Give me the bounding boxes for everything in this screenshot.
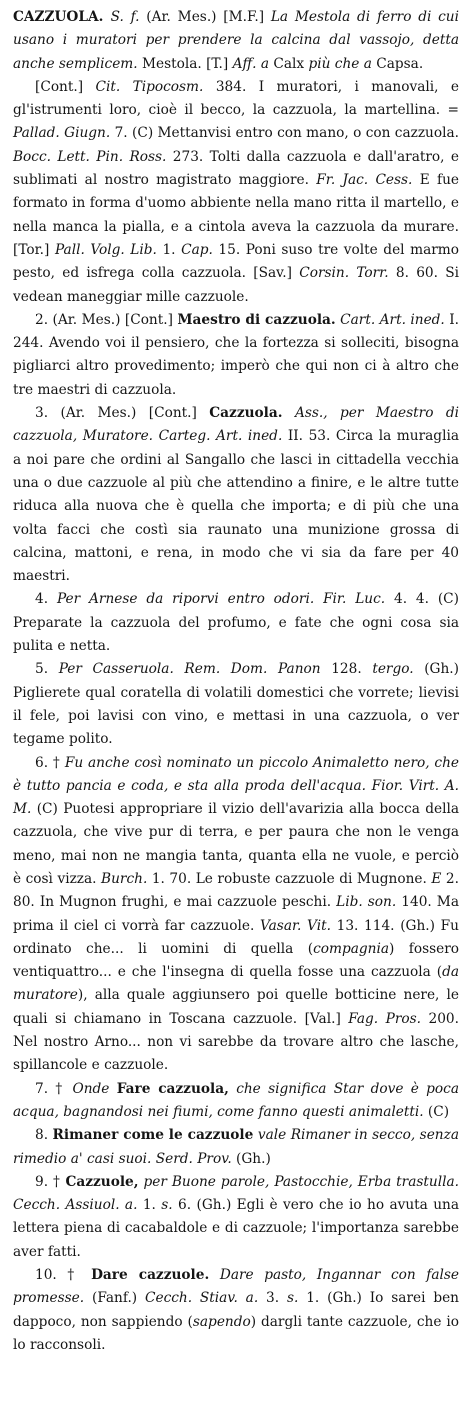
italic-phrase: Pallad. Giugn. [13,125,111,142]
text-run: 6. † [35,754,65,771]
text-run: E fue formato in forma d'uomo abbiente nella mano ritta il martello, e nella manca la pialla, e a cintola aveva la cazzuola da murare. [Tor.] [13,172,459,258]
italic-phrase: Burch. [101,870,148,887]
italic-phrase: Cart. Art. ined. [340,311,445,328]
italic-phrase: Lib. son. [336,894,397,911]
text-run: 384. I muratori, i manovali, e gl'istrumenti loro, cioè il becco, la cazzuola, la martellina. = [13,78,459,119]
text-run: 4. [35,591,57,608]
text-run: (Gh.) [231,1150,271,1167]
entry-headword-paragraph [13,6,459,76]
italic-phrase: vale Rimaner in secco, senza rimedio a' casi suoi. Serd. Prov. [13,1127,459,1167]
italic-phrase: per Buone parole, Pastocchie, Erba trastulla. Cecch. Assiuol. a. [13,1173,459,1214]
text-run: Mestola. [T.] [137,55,233,72]
bold-phrase: Fare cazzuola, [116,1080,229,1097]
entry-sense-paragraph [13,1124,459,1171]
text-run: 2. (Ar. Mes.) [Cont.] [35,311,178,328]
text-run: (C) [423,1103,450,1120]
text-run: 5. [35,661,59,678]
text-run: 1. [137,1197,162,1214]
italic-phrase: Pall. Volg. Lib. [54,241,157,258]
text-run: II. 53. Circa la muraglia a noi pare che ordini al Sangallo che lasci in cittadella vecchia una o due cazzuole al più che attendino a finire, e le altre tutte riduca alla nuova che è quella che importa; e di più che una volta facci che costì sia raunato una munizione grossa di calcina, mattoni, e rena, in modo che vi sia da fare per 40 maestri. [13,428,459,585]
text-run [209,1267,220,1283]
italic-phrase: Fag. Pros. [348,1010,422,1027]
italic-phrase: Vasar. Vit. [260,917,331,934]
text-run: 10. † [35,1267,92,1284]
italic-phrase: Cap. [181,241,213,258]
text-run: I. 244. Avendo voi il pensiero, che la fortezza si solleciti, bisogna pigliarci altro provedimento; imperò che qui non ci à altro che tre maestri di cazzuola. [13,311,460,398]
bold-phrase: Maestro di cazzuola. [177,311,336,328]
italic-phrase: più che a [308,55,372,72]
text-run: (Fanf.) [84,1290,145,1307]
text-run: 2. 80. In Mugnon frughi, e mai cazzuole peschi. [13,870,459,911]
italic-phrase: da muratore [13,964,459,1004]
bold-phrase: Dare cazzuole. [91,1267,210,1284]
text-run: 7. † [35,1080,73,1097]
text-run: 1. 70. Le robuste cazzuole di Mugnone. [147,870,432,887]
text-run: 8. 60. Si vedean maneggiar mille cazzuole. [13,265,459,305]
text-run: 15. Poni suso tre volte del marmo pesto, ed isfrega colla cazzuola. [Sav.] [13,241,460,282]
text-run: 1. [156,241,182,258]
text-run: Calx [269,55,309,72]
text-run: 4. 4. (C) Preparate la cazzuola del profumo, e fate che ogni cosa sia pulita e netta. [13,591,460,655]
entry-sense-paragraph [13,658,459,751]
text-run: 128. [320,661,373,678]
text-run: (Ar. Mes.) [M.F.] [139,9,271,25]
italic-phrase: sapendo [192,1313,251,1330]
text-run: 140. Ma prima il ciel ci vorrà far cazzuole. [13,894,459,934]
italic-phrase: s. [161,1197,173,1214]
italic-phrase: Corsin. Torr. [299,265,389,282]
italic-phrase: E [431,870,442,887]
italic-phrase: Fr. Jac. Cess. [316,172,413,189]
italic-phrase: Cecch. Stiav. a. [145,1290,259,1307]
text-run: 6. (Gh.) Egli è vero che io ho avuta una lettera piena di cacabaldole e di cazzuole; l'importanza sarebbe aver fatti. [13,1197,459,1260]
entry-sense-paragraph [13,1171,459,1264]
italic-phrase: Bocc. Lett. Pin. Ross. [13,148,167,165]
italic-phrase: Onde [72,1080,110,1097]
text-run: Capsa. [371,55,424,72]
italic-phrase: tergo. [372,661,414,678]
dictionary-entry-cazzuola [13,6,459,1357]
italic-phrase: La Mestola di ferro di cui usano i muratori per prendere la calcina dal vassojo, detta anche semplicem. [13,9,459,72]
text-run [283,405,295,421]
text-run: 9. † [35,1173,66,1190]
entry-sense-paragraph [13,402,459,588]
italic-phrase: Fu anche così nominato un piccolo Animaletto nero, che è tutto pancia e coda, e sta alla proda dell'acqua. Fior. Virt. A. M. [13,754,459,818]
bold-phrase: Rimaner come le cazzuole [52,1127,254,1144]
bold-phrase: Cazzuola. [209,405,283,422]
entry-sense-paragraph [13,1078,459,1125]
text-run: ) dargli tante cazzuole, che io lo racconsoli. [13,1313,459,1353]
italic-phrase: che significa Star dove è poca acqua, bagnandosi nei fiumi, come fanno questi animaletti. [13,1080,459,1120]
text-run: 3. (Ar. Mes.) [Cont.] [35,405,210,422]
text-run [109,1081,116,1097]
entry-sense-paragraph [13,588,459,658]
text-run: ), alla quale aggiunsero poi quelle botticine nere, le quali si chiamano in Toscana cazzuole. [Val.] [13,987,459,1027]
italic-phrase: Per Casseruola. Rem. Dom. Panon [58,661,321,678]
headword: CAZZUOLA. [13,9,111,25]
entry-sense-paragraph [13,752,459,1078]
text-run: (Gh.) Piglierete qual coratella di volatili domestici che vorrete; lievisi il fele, poi lavisi con vino, e mettasi in una cazzuola, o ver tegame polito. [13,661,459,748]
italic-phrase: Ass., per Maestro di cazzuola, Muratore. Carteg. Art. ined. [13,405,459,445]
entry-sense-paragraph [13,309,459,402]
text-run: 1. (Gh.) Io sarei ben dappoco, non sappiendo ( [13,1290,459,1330]
entry-sense-paragraph [13,76,459,309]
text-run: 8. [35,1127,53,1144]
text-run: 7. (C) Mettanvisi entro con mano, o con cazzuola. [110,125,459,142]
text-run: ) fossero ventiquattro... e che l'insegna di quella fosse una cazzuola ( [13,940,460,981]
text-run: [Cont.] [35,78,96,95]
text-run: 13. 114. (Gh.) Fu ordinato che... li uomini di quella ( [13,917,459,957]
italic-phrase: compagnia [313,940,390,957]
text-run: 3. [258,1290,287,1307]
italic-phrase: Aff. a [232,55,270,72]
italic-phrase: S. f. [110,9,140,25]
italic-phrase: Cit. Tipocosm. [95,78,204,95]
entry-sense-paragraph [13,1264,459,1357]
italic-phrase: Dare pasto, Ingannar con false promesse. [13,1267,459,1307]
text-run: 273. Tolti dalla cazzuola e dall'aratro, e sublimati al nostro magistrato maggiore. [13,148,459,189]
italic-phrase: s. [286,1290,299,1307]
italic-phrase: Per Arnese da riporvi entro odori. Fir. Luc. [56,591,386,608]
bold-phrase: Cazzuole, [65,1173,139,1190]
text-run: 200. Nel nostro Arno... non vi sarebbe da trovare altro che lasche, spillancole e cazzuole. [13,1010,459,1074]
text-run: (C) Puotesi appropriare il vizio dell'avarizia alla bocca della cazzuola, che vive pur di terra, e per paura che non le venga meno, mai non ne mangia tanta, quanta ella ne vuole, e perciò è così vizza. [13,801,459,887]
